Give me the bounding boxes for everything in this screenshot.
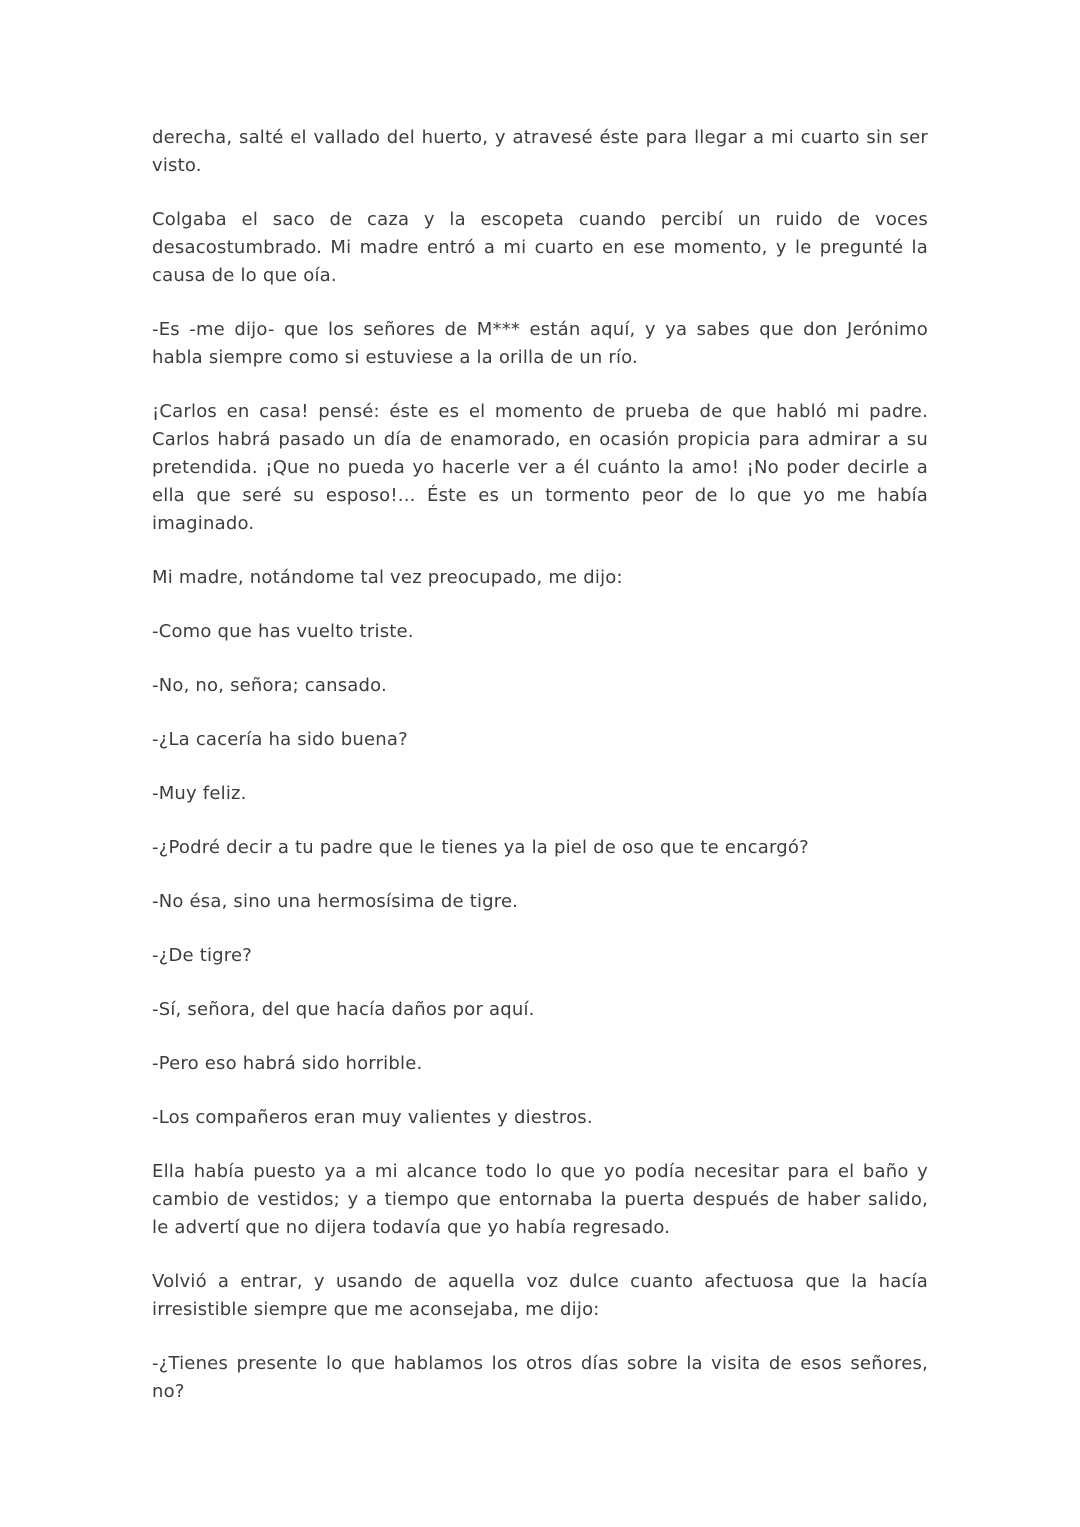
paragraph: Colgaba el saco de caza y la escopeta cuando percibí un ruido de voces desacostumbrado. Mi madre entró a mi cuarto en ese momento, y le pregunté la causa de lo que oía. <box>152 209 928 286</box>
paragraph: -¿La cacería ha sido buena? <box>152 729 408 750</box>
paragraph: -Como que has vuelto triste. <box>152 621 414 642</box>
paragraph: derecha, salté el vallado del huerto, y atravesé éste para llegar a mi cuarto sin ser visto. <box>152 127 928 176</box>
paragraph: -No, no, señora; cansado. <box>152 675 387 696</box>
paragraph: -Es -me dijo- que los señores de M*** están aquí, y ya sabes que don Jerónimo habla siempre como si estuviese a la orilla de un río. <box>152 319 928 368</box>
paragraph: -Los compañeros eran muy valientes y diestros. <box>152 1107 593 1128</box>
paragraph: Mi madre, notándome tal vez preocupado, me dijo: <box>152 567 623 588</box>
paragraph: ¡Carlos en casa! pensé: éste es el momento de prueba de que habló mi padre. Carlos habrá pasado un día de enamorado, en ocasión propicia para admirar a su pretendida. ¡Que no pueda yo hacerle ver a él cuánto la amo! ¡No poder decirle a ella que seré su esposo!... Éste es un tormento peor de lo que yo me había imaginado. <box>152 401 928 534</box>
paragraph: -Muy feliz. <box>152 783 247 804</box>
paragraph: -¿De tigre? <box>152 945 253 966</box>
paragraph: -¿Podré decir a tu padre que le tienes ya la piel de oso que te encargó? <box>152 837 809 858</box>
paragraph: -No ésa, sino una hermosísima de tigre. <box>152 891 519 912</box>
paragraph: -¿Tienes presente lo que hablamos los otros días sobre la visita de esos señores, no? <box>152 1353 928 1402</box>
paragraph: -Sí, señora, del que hacía daños por aquí. <box>152 999 535 1020</box>
paragraph: -Pero eso habrá sido horrible. <box>152 1053 423 1074</box>
paragraph: Volvió a entrar, y usando de aquella voz dulce cuanto afectuosa que la hacía irresistible siempre que me aconsejaba, me dijo: <box>152 1271 928 1320</box>
paragraph: Ella había puesto ya a mi alcance todo lo que yo podía necesitar para el baño y cambio de vestidos; y a tiempo que entornaba la puerta después de haber salido, le advertí que no dijera todavía que yo había regresado. <box>152 1161 928 1238</box>
